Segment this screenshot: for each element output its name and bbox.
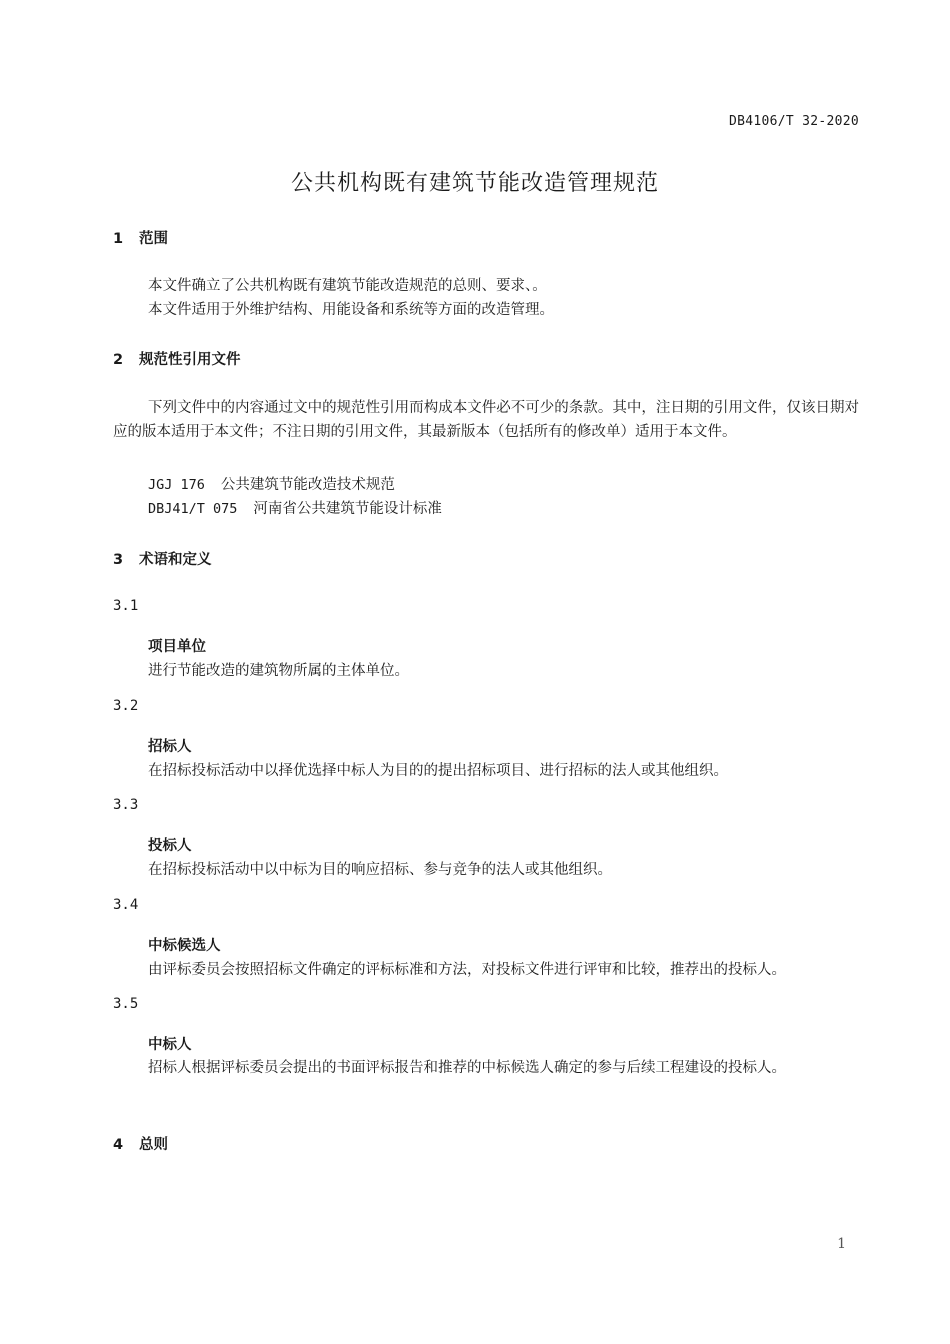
- term-title: 中标人: [148, 1037, 192, 1053]
- term-definition: 在招标投标活动中以择优选择中标人为目的的提出招标项目、进行招标的法人或其他组织。: [148, 763, 728, 779]
- section-number: 3: [113, 552, 124, 568]
- term-definition: 进行节能改造的建筑物所属的主体单位。: [148, 663, 409, 679]
- reference-item: [148, 473, 395, 494]
- page-number: 1: [837, 1236, 846, 1252]
- scope-paragraph: 本文件确立了公共机构既有建筑节能改造规范的总则、要求、。: [148, 278, 547, 294]
- section-number: 1: [113, 231, 124, 247]
- term-number: 3.1: [113, 598, 139, 614]
- term-definition: 在招标投标活动中以中标为目的响应招标、参与竞争的法人或其他组织。: [148, 862, 612, 878]
- document-code: DB4106/T 32-2020: [728, 114, 859, 129]
- term-number: 3.4: [113, 897, 139, 913]
- term-title: 招标人: [148, 739, 192, 755]
- section-title: 总则: [139, 1137, 168, 1153]
- section-title: 范围: [139, 231, 168, 247]
- term-title: 投标人: [148, 838, 192, 854]
- reference-code: DBJ41/T 075: [148, 501, 238, 517]
- section-number: 4: [113, 1137, 124, 1153]
- section-heading-general: [113, 1133, 168, 1154]
- section-heading-normative-references: [113, 348, 241, 369]
- term-definition: 由评标委员会按照招标文件确定的评标标准和方法，对投标文件进行评审和比较，推荐出的投标人。: [148, 962, 786, 978]
- scope-paragraph: 本文件适用于外维护结构、用能设备和系统等方面的改造管理。: [148, 302, 554, 318]
- section-heading-scope: [113, 227, 168, 248]
- reference-item: [148, 497, 442, 518]
- section-heading-terms-definitions: [113, 548, 212, 569]
- section-title: 术语和定义: [139, 552, 212, 568]
- document-title: 公共机构既有建筑节能改造管理规范: [290, 171, 659, 196]
- references-intro-paragraph: 下列文件中的内容通过文中的规范性引用而构成本文件必不可少的条款。其中，注日期的引用文件，仅该日期对应的版本适用于本文件；不注日期的引用文件，其最新版本（包括所有的修改单）适用于本文件。: [113, 400, 859, 440]
- reference-name: 公共建筑节能改造技术规范: [220, 477, 395, 493]
- section-number: 2: [113, 352, 124, 368]
- term-title: 中标候选人: [148, 938, 221, 954]
- term-definition: 招标人根据评标委员会提出的书面评标报告和推荐的中标候选人确定的参与后续工程建设的投标人。: [148, 1060, 786, 1076]
- reference-name: 河南省公共建筑节能设计标准: [253, 501, 442, 517]
- reference-code: JGJ 176: [148, 477, 205, 493]
- term-number: 3.3: [113, 797, 139, 813]
- term-number: 3.5: [113, 996, 139, 1012]
- term-number: 3.2: [113, 698, 139, 714]
- term-title: 项目单位: [148, 639, 206, 655]
- section-title: 规范性引用文件: [139, 352, 241, 368]
